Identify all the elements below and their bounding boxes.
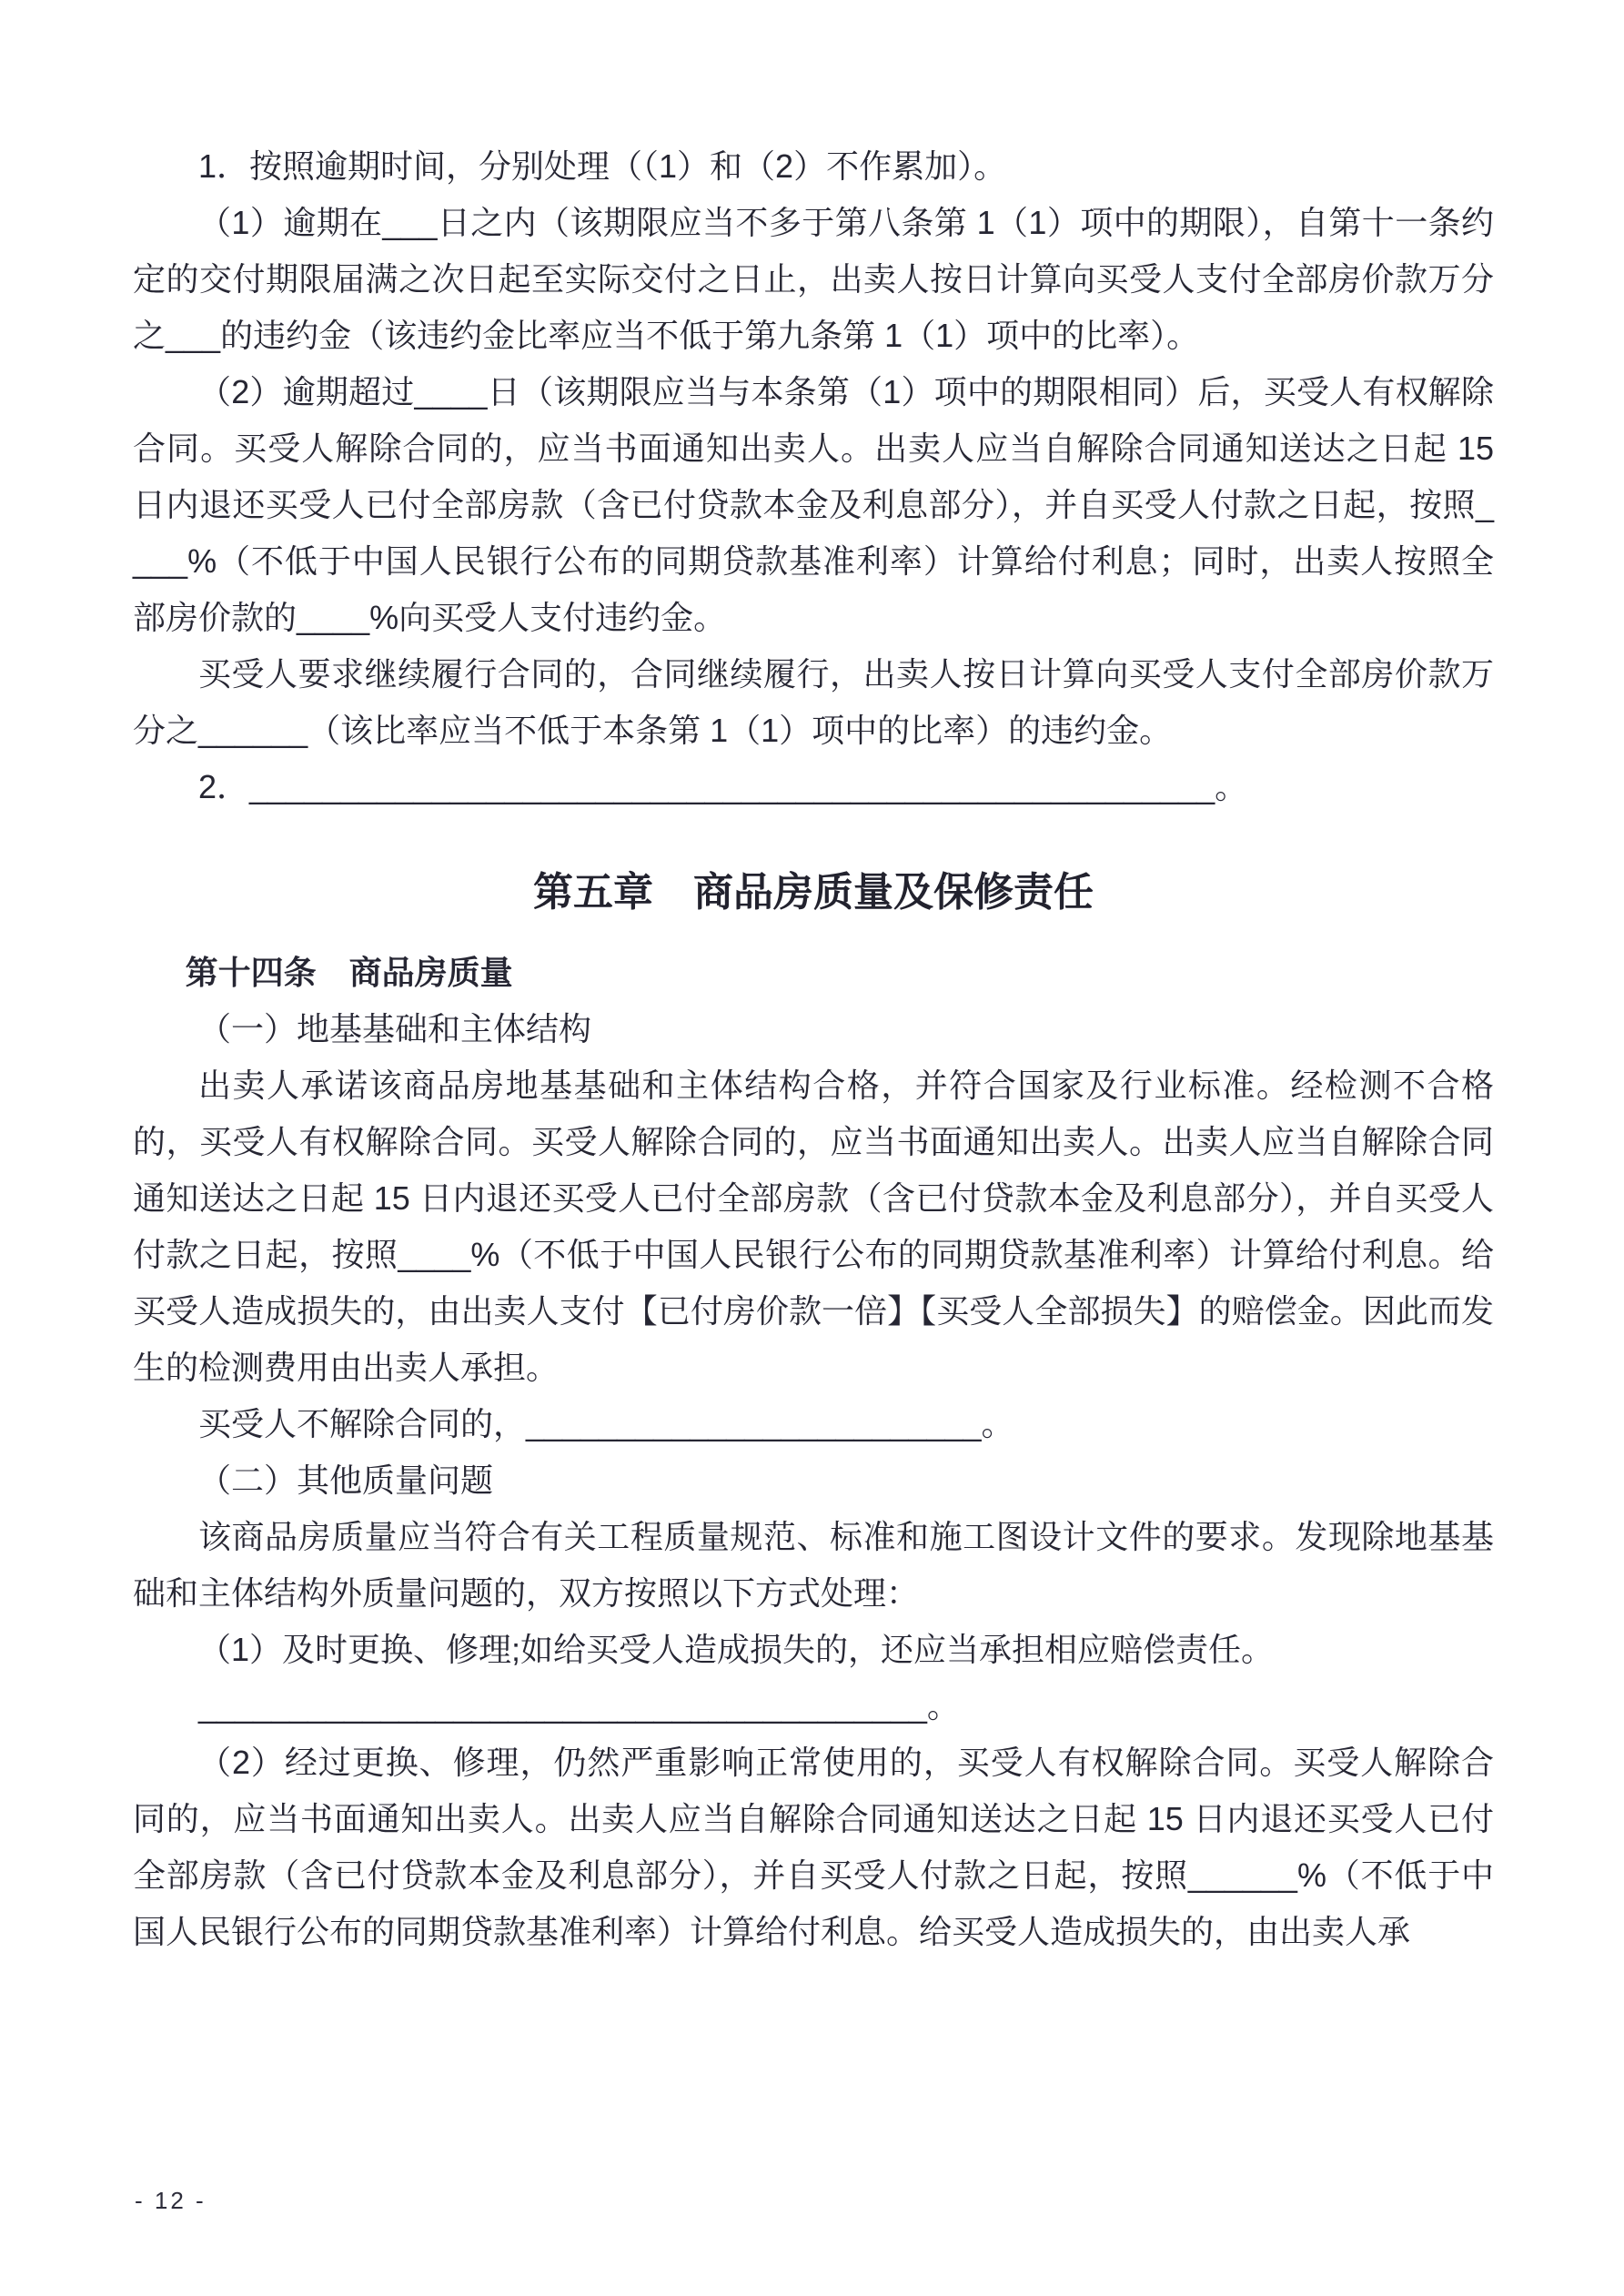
paragraph-overdue-exceed-days: （2）逾期超过____日（该期限应当与本条第（1）项中的期限相同）后，买受人有权解除合同。买受人解除合同的，应当书面通知出卖人。出卖人应当自解除合同通知送达之日起 15 日内退还买受人已付全部房款（含已付贷款本金及利息部分），并自买受人付款之日起，按照____%（不低于中国人民银行公布的同期贷款基准利率）计算给付利息；同时，出卖人按照全部房价款的____%向买受人支付违约金。 bbox=[133, 373, 1494, 636]
paragraph-no-rescind-blank: 买受人不解除合同的，_________________________。 bbox=[198, 1405, 1014, 1442]
paragraph-foundation-structure-label: （一）地基基础和主体结构 bbox=[198, 1010, 592, 1047]
paragraph-overdue-within-days: （1）逾期在___日之内（该期限应当不多于第八条第 1（1）项中的期限），自第十一条约定的交付期限届满之次日起至实际交付之日止，出卖人按日计算向买受人支付全部房价款万分之___的违约金（该违约金比率应当不低于第九条第 1（1）项中的比率）。 bbox=[133, 204, 1494, 354]
article-14-heading: 第十四条 商品房质量 bbox=[185, 954, 513, 991]
paragraph-repair-replace-item2: （2）经过更换、修理，仍然严重影响正常使用的，买受人有权解除合同。买受人解除合同的，应当书面通知出卖人。出卖人应当自解除合同通知送达之日起 15 日内退还买受人已付全部房款（含已付贷款本金及利息部分），并自买受人付款之日起，按照______%（不低于中国人民银行公布的同期贷款基准利率）计算给付利息。给买受人造成损失的，由出卖人承 bbox=[133, 1744, 1494, 1950]
paragraph-repair-replace-item1: （1）及时更换、修理;如给买受人造成损失的，还应当承担相应赔偿责任。 bbox=[198, 1631, 1275, 1668]
paragraph-item-2-blank: 2．_____________________________________________________。 bbox=[198, 768, 1248, 805]
paragraph-other-quality-body: 该商品房质量应当符合有关工程质量规范、标准和施工图设计文件的要求。发现除地基基础和主体结构外质量问题的，双方按照以下方式处理： bbox=[133, 1518, 1494, 1612]
paragraph-overdue-handling-intro: 1．按照逾期时间，分别处理（（1）和（2）不作累加）。 bbox=[198, 147, 1007, 185]
paragraph-blank-line-item: ________________________________________。 bbox=[198, 1687, 960, 1725]
paragraph-other-quality-label: （二）其他质量问题 bbox=[198, 1462, 494, 1499]
chapter-5-title: 第五章 商品房质量及保修责任 bbox=[533, 870, 1094, 915]
page-number: - 12 - bbox=[135, 2187, 207, 2214]
paragraph-foundation-structure-body: 出卖人承诺该商品房地基基础和主体结构合格，并符合国家及行业标准。经检测不合格的，买受人有权解除合同。买受人解除合同的，应当书面通知出卖人。出卖人应当自解除合同通知送达之日起 15 日内退还买受人已付全部房款（含已付贷款本金及利息部分），并自买受人付款之日起，按照____%（不低于中国人民银行公布的同期贷款基准利率）计算给付利息。给买受人造成损失的，由出卖人支付【已付房价款一倍】【买受人全部损失】的赔偿金。因此而发生的检测费用由出卖人承担。 bbox=[133, 1067, 1494, 1386]
paragraph-continue-performance: 买受人要求继续履行合同的，合同继续履行，出卖人按日计算向买受人支付全部房价款万分之______（该比率应当不低于本条第 1（1）项中的比率）的违约金。 bbox=[133, 655, 1494, 749]
